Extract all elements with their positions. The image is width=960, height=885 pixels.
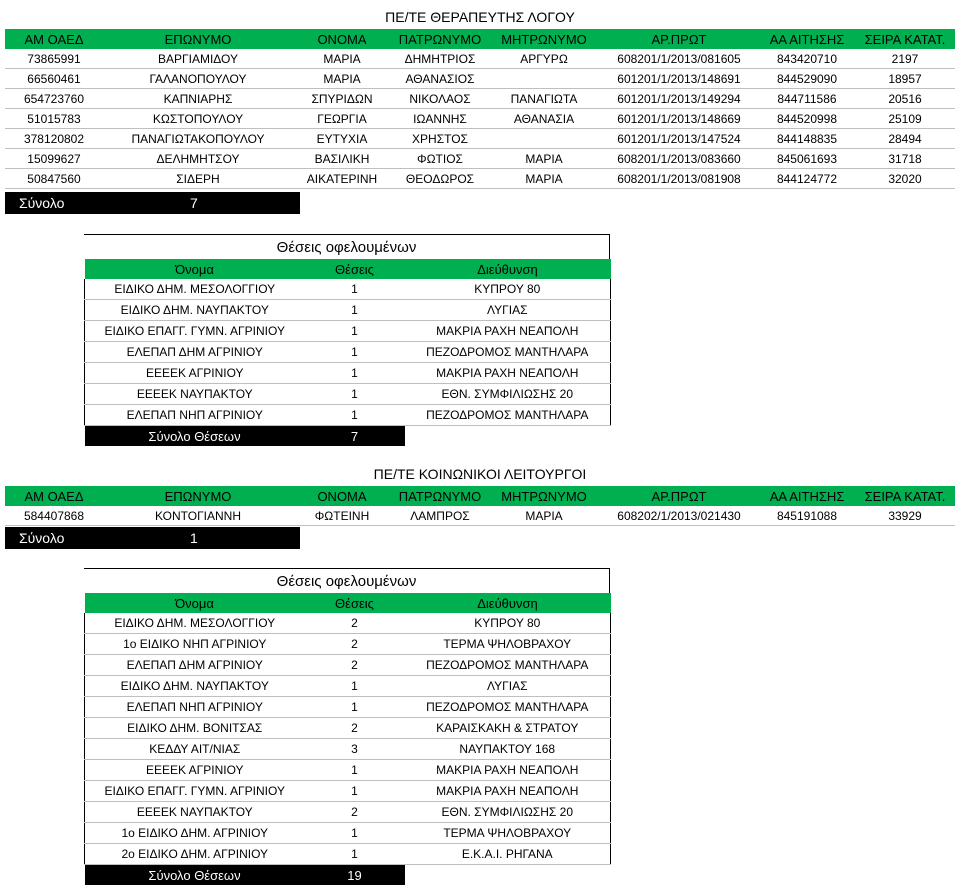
positions-total-label: Σύνολο Θέσεων bbox=[85, 865, 305, 885]
father-name-cell: ΝΙΚΟΛΑΟΣ bbox=[391, 89, 489, 109]
application-no-cell: 845191088 bbox=[759, 506, 855, 526]
position-count-cell: 1 bbox=[305, 405, 405, 426]
position-count-cell: 1 bbox=[305, 844, 405, 865]
father-name-cell: ΘΕΟΔΩΡΟΣ bbox=[391, 169, 489, 189]
mother-name-cell: ΜΑΡΙΑ bbox=[489, 149, 599, 169]
position-address-cell: ΚΑΡΑΙΣΚΑΚΗ & ΣΤΡΑΤΟΥ bbox=[405, 718, 611, 739]
rank-cell: 33929 bbox=[855, 506, 955, 526]
position-address-cell: ΛΥΓΙΑΣ bbox=[405, 676, 611, 697]
name-cell: ΜΑΡΙΑ bbox=[293, 69, 391, 89]
position-address-cell: ΛΥΓΙΑΣ bbox=[405, 300, 611, 321]
positions-row bbox=[85, 844, 611, 865]
positions-row bbox=[85, 279, 611, 300]
position-count-cell: 2 bbox=[305, 613, 405, 634]
table-header-row bbox=[5, 486, 955, 506]
col-protocol: ΑΡ.ΠΡΩΤ bbox=[599, 29, 759, 49]
table-row bbox=[5, 49, 955, 69]
positions-row bbox=[85, 739, 611, 760]
position-name-cell: ΕΛΕΠΑΠ ΔΗΜ ΑΓΡΙΝΙΟΥ bbox=[85, 342, 305, 363]
rank-cell: 2197 bbox=[855, 49, 955, 69]
table-row bbox=[5, 69, 955, 89]
position-name-cell: ΕΙΔΙΚΟ ΔΗΜ. ΜΕΣΟΛΟΓΓΙΟΥ bbox=[85, 279, 305, 300]
position-count-cell: 2 bbox=[305, 655, 405, 676]
position-name-cell: ΚΕΔΔΥ ΑΙΤ/ΝΙΑΣ bbox=[85, 739, 305, 760]
surname-cell: ΣΙΔΕΡΗ bbox=[103, 169, 293, 189]
application-no-cell: 844520998 bbox=[759, 109, 855, 129]
col-application-no: ΑΑ ΑΙΤΗΣΗΣ bbox=[759, 486, 855, 506]
col-name: ΟΝΟΜΑ bbox=[293, 486, 391, 506]
positions-row bbox=[85, 613, 611, 634]
mother-name-cell: ΜΑΡΙΑ bbox=[489, 169, 599, 189]
position-name-cell: ΕΕΕΕΚ ΑΓΡΙΝΙΟΥ bbox=[85, 363, 305, 384]
name-cell: ΕΥΤΥΧΙΑ bbox=[293, 129, 391, 149]
positions-heading: Θέσεις οφελουμένων bbox=[84, 568, 610, 593]
col-position-count: Θέσεις bbox=[305, 259, 405, 279]
surname-cell: ΚΟΝΤΟΓΙΑΝΝΗ bbox=[103, 506, 293, 526]
application-no-cell: 843420710 bbox=[759, 49, 855, 69]
position-address-cell: ΠΕΖΟΔΡΟΜΟΣ ΜΑΝΤΗΛΑΡΑ bbox=[405, 697, 611, 718]
position-address-cell: ΕΘΝ. ΣΥΜΦΙΛΙΩΣΗΣ 20 bbox=[405, 802, 611, 823]
surname-cell: ΚΑΠΝΙΑΡΗΣ bbox=[103, 89, 293, 109]
position-count-cell: 1 bbox=[305, 300, 405, 321]
positions-row bbox=[85, 384, 611, 405]
surname-cell: ΚΩΣΤΟΠΟΥΛΟΥ bbox=[103, 109, 293, 129]
position-address-cell: ΜΑΚΡΙΑ ΡΑΧΗ ΝΕΑΠΟΛΗ bbox=[405, 321, 611, 342]
col-position-name: Όνομα bbox=[85, 593, 305, 613]
position-name-cell: 1ο ΕΙΔΙΚΟ ΔΗΜ. ΑΓΡΙΝΙΟΥ bbox=[85, 823, 305, 844]
position-count-cell: 1 bbox=[305, 321, 405, 342]
position-count-cell: 1 bbox=[305, 342, 405, 363]
protocol-cell: 608201/1/2013/083660 bbox=[599, 149, 759, 169]
position-count-cell: 1 bbox=[305, 676, 405, 697]
col-am-oaed: ΑΜ ΟΑΕΔ bbox=[5, 29, 103, 49]
name-cell: ΓΕΩΡΓΙΑ bbox=[293, 109, 391, 129]
positions-row bbox=[85, 802, 611, 823]
col-surname: ΕΠΩΝΥΜΟ bbox=[103, 486, 293, 506]
application-no-cell: 844124772 bbox=[759, 169, 855, 189]
mother-name-cell: ΑΘΑΝΑΣΙΑ bbox=[489, 109, 599, 129]
positions-header-row bbox=[85, 593, 611, 613]
position-address-cell: ΚΥΠΡΟΥ 80 bbox=[405, 279, 611, 300]
positions-table bbox=[84, 593, 611, 885]
position-name-cell: ΕΙΔΙΚΟ ΔΗΜ. ΝΑΥΠΑΚΤΟΥ bbox=[85, 676, 305, 697]
positions-row bbox=[85, 634, 611, 655]
am-oaed-cell: 51015783 bbox=[5, 109, 103, 129]
position-address-cell: ΤΕΡΜΑ ΨΗΛΟΒΡΑΧΟΥ bbox=[405, 634, 611, 655]
mother-name-cell bbox=[489, 69, 599, 89]
col-position-name: Όνομα bbox=[85, 259, 305, 279]
rank-cell: 20516 bbox=[855, 89, 955, 109]
position-count-cell: 2 bbox=[305, 634, 405, 655]
position-address-cell: ΜΑΚΡΙΑ ΡΑΧΗ ΝΕΑΠΟΛΗ bbox=[405, 363, 611, 384]
application-no-cell: 844148835 bbox=[759, 129, 855, 149]
mother-name-cell: ΜΑΡΙΑ bbox=[489, 506, 599, 526]
protocol-cell: 608201/1/2013/081908 bbox=[599, 169, 759, 189]
total-value: 1 bbox=[190, 527, 198, 549]
table-row bbox=[5, 149, 955, 169]
position-name-cell: ΕΕΕΕΚ ΝΑΥΠΑΚΤΟΥ bbox=[85, 384, 305, 405]
am-oaed-cell: 654723760 bbox=[5, 89, 103, 109]
name-cell: ΜΑΡΙΑ bbox=[293, 49, 391, 69]
total-label: Σύνολο bbox=[19, 192, 64, 214]
section-title: ΠΕ/ΤΕ ΘΕΡΑΠΕΥΤΗΣ ΛΟΓΟΥ bbox=[0, 7, 960, 27]
am-oaed-cell: 378120802 bbox=[5, 129, 103, 149]
position-name-cell: ΕΙΔΙΚΟ ΕΠΑΓΓ. ΓΥΜΝ. ΑΓΡΙΝΙΟΥ bbox=[85, 781, 305, 802]
table-row bbox=[5, 169, 955, 189]
application-no-cell: 845061693 bbox=[759, 149, 855, 169]
mother-name-cell: ΠΑΝΑΓΙΩΤΑ bbox=[489, 89, 599, 109]
position-count-cell: 1 bbox=[305, 781, 405, 802]
positions-total-row bbox=[85, 865, 611, 885]
col-am-oaed: ΑΜ ΟΑΕΔ bbox=[5, 486, 103, 506]
position-name-cell: ΕΛΕΠΑΠ ΝΗΠ ΑΓΡΙΝΙΟΥ bbox=[85, 405, 305, 426]
col-application-no: ΑΑ ΑΙΤΗΣΗΣ bbox=[759, 29, 855, 49]
position-name-cell: ΕΕΕΕΚ ΝΑΥΠΑΚΤΟΥ bbox=[85, 802, 305, 823]
position-name-cell: ΕΙΔΙΚΟ ΕΠΑΓΓ. ΓΥΜΝ. ΑΓΡΙΝΙΟΥ bbox=[85, 321, 305, 342]
col-surname: ΕΠΩΝΥΜΟ bbox=[103, 29, 293, 49]
section-title: ΠΕ/ΤΕ ΚΟΙΝΩΝΙΚΟΙ ΛΕΙΤΟΥΡΓΟΙ bbox=[0, 464, 960, 484]
applicants-table bbox=[5, 29, 955, 189]
col-position-address: Διεύθυνση bbox=[405, 593, 611, 613]
position-name-cell: ΕΛΕΠΑΠ ΝΗΠ ΑΓΡΙΝΙΟΥ bbox=[85, 697, 305, 718]
am-oaed-cell: 66560461 bbox=[5, 69, 103, 89]
position-address-cell: ΕΘΝ. ΣΥΜΦΙΛΙΩΣΗΣ 20 bbox=[405, 384, 611, 405]
col-father-name: ΠΑΤΡΩΝΥΜΟ bbox=[391, 29, 489, 49]
total-box bbox=[5, 527, 300, 549]
positions-row bbox=[85, 300, 611, 321]
col-position-address: Διεύθυνση bbox=[405, 259, 611, 279]
father-name-cell: ΦΩΤΙΟΣ bbox=[391, 149, 489, 169]
am-oaed-cell: 50847560 bbox=[5, 169, 103, 189]
protocol-cell: 608201/1/2013/081605 bbox=[599, 49, 759, 69]
position-name-cell: 1ο ΕΙΔΙΚΟ ΝΗΠ ΑΓΡΙΝΙΟΥ bbox=[85, 634, 305, 655]
col-mother-name: ΜΗΤΡΩΝΥΜΟ bbox=[489, 486, 599, 506]
name-cell: ΦΩΤΕΙΝΗ bbox=[293, 506, 391, 526]
positions-total-label: Σύνολο Θέσεων bbox=[85, 426, 305, 447]
father-name-cell: ΛΑΜΠΡΟΣ bbox=[391, 506, 489, 526]
name-cell: ΒΑΣΙΛΙΚΗ bbox=[293, 149, 391, 169]
positions-row bbox=[85, 342, 611, 363]
position-count-cell: 1 bbox=[305, 384, 405, 405]
positions-row bbox=[85, 718, 611, 739]
rank-cell: 25109 bbox=[855, 109, 955, 129]
surname-cell: ΓΑΛΑΝΟΠΟΥΛΟΥ bbox=[103, 69, 293, 89]
table-row bbox=[5, 89, 955, 109]
mother-name-cell: ΑΡΓΥΡΩ bbox=[489, 49, 599, 69]
position-count-cell: 2 bbox=[305, 802, 405, 823]
protocol-cell: 601201/1/2013/148691 bbox=[599, 69, 759, 89]
position-name-cell: ΕΛΕΠΑΠ ΔΗΜ ΑΓΡΙΝΙΟΥ bbox=[85, 655, 305, 676]
positions-block bbox=[84, 568, 610, 885]
positions-total-row bbox=[85, 426, 611, 447]
positions-total-spacer bbox=[405, 865, 611, 885]
positions-table bbox=[84, 259, 611, 446]
application-no-cell: 844711586 bbox=[759, 89, 855, 109]
mother-name-cell bbox=[489, 129, 599, 149]
rank-cell: 18957 bbox=[855, 69, 955, 89]
father-name-cell: ΙΩΑΝΝΗΣ bbox=[391, 109, 489, 129]
positions-row bbox=[85, 363, 611, 384]
rank-cell: 32020 bbox=[855, 169, 955, 189]
protocol-cell: 601201/1/2013/148669 bbox=[599, 109, 759, 129]
position-address-cell: ΜΑΚΡΙΑ ΡΑΧΗ ΝΕΑΠΟΛΗ bbox=[405, 760, 611, 781]
col-protocol: ΑΡ.ΠΡΩΤ bbox=[599, 486, 759, 506]
position-address-cell: ΠΕΖΟΔΡΟΜΟΣ ΜΑΝΤΗΛΑΡΑ bbox=[405, 655, 611, 676]
positions-row bbox=[85, 781, 611, 802]
positions-block bbox=[84, 234, 610, 446]
am-oaed-cell: 15099627 bbox=[5, 149, 103, 169]
position-count-cell: 1 bbox=[305, 697, 405, 718]
position-name-cell: ΕΙΔΙΚΟ ΔΗΜ. ΒΟΝΙΤΣΑΣ bbox=[85, 718, 305, 739]
table-row bbox=[5, 129, 955, 149]
positions-row bbox=[85, 655, 611, 676]
col-name: ΟΝΟΜΑ bbox=[293, 29, 391, 49]
table-row bbox=[5, 506, 955, 526]
col-mother-name: ΜΗΤΡΩΝΥΜΟ bbox=[489, 29, 599, 49]
application-no-cell: 844529090 bbox=[759, 69, 855, 89]
position-count-cell: 2 bbox=[305, 718, 405, 739]
applicants-table bbox=[5, 486, 955, 526]
positions-row bbox=[85, 697, 611, 718]
total-box bbox=[5, 192, 300, 214]
position-address-cell: ΤΕΡΜΑ ΨΗΛΟΒΡΑΧΟΥ bbox=[405, 823, 611, 844]
rank-cell: 28494 bbox=[855, 129, 955, 149]
protocol-cell: 601201/1/2013/147524 bbox=[599, 129, 759, 149]
protocol-cell: 608202/1/2013/021430 bbox=[599, 506, 759, 526]
position-name-cell: ΕΙΔΙΚΟ ΔΗΜ. ΝΑΥΠΑΚΤΟΥ bbox=[85, 300, 305, 321]
rank-cell: 31718 bbox=[855, 149, 955, 169]
positions-total-spacer bbox=[405, 426, 611, 447]
positions-row bbox=[85, 405, 611, 426]
position-address-cell: Ε.Κ.Α.Ι. ΡΗΓΑΝΑ bbox=[405, 844, 611, 865]
position-count-cell: 3 bbox=[305, 739, 405, 760]
position-count-cell: 1 bbox=[305, 823, 405, 844]
col-position-count: Θέσεις bbox=[305, 593, 405, 613]
father-name-cell: ΔΗΜΗΤΡΙΟΣ bbox=[391, 49, 489, 69]
name-cell: ΣΠΥΡΙΔΩΝ bbox=[293, 89, 391, 109]
positions-row bbox=[85, 823, 611, 844]
position-address-cell: ΠΕΖΟΔΡΟΜΟΣ ΜΑΝΤΗΛΑΡΑ bbox=[405, 342, 611, 363]
col-rank: ΣΕΙΡΑ ΚΑΤΑΤ. bbox=[855, 486, 955, 506]
am-oaed-cell: 584407868 bbox=[5, 506, 103, 526]
position-address-cell: ΚΥΠΡΟΥ 80 bbox=[405, 613, 611, 634]
surname-cell: ΠΑΝΑΓΙΩΤΑΚΟΠΟΥΛΟΥ bbox=[103, 129, 293, 149]
table-header-row bbox=[5, 29, 955, 49]
position-count-cell: 1 bbox=[305, 760, 405, 781]
total-label: Σύνολο bbox=[19, 527, 64, 549]
positions-row bbox=[85, 321, 611, 342]
positions-total-value: 19 bbox=[305, 865, 405, 885]
col-rank: ΣΕΙΡΑ ΚΑΤΑΤ. bbox=[855, 29, 955, 49]
positions-total-value: 7 bbox=[305, 426, 405, 447]
position-name-cell: 2ο ΕΙΔΙΚΟ ΔΗΜ. ΑΓΡΙΝΙΟΥ bbox=[85, 844, 305, 865]
name-cell: ΑΙΚΑΤΕΡΙΝΗ bbox=[293, 169, 391, 189]
surname-cell: ΒΑΡΓΙΑΜΙΔΟΥ bbox=[103, 49, 293, 69]
surname-cell: ΔΕΛΗΜΗΤΣΟΥ bbox=[103, 149, 293, 169]
position-name-cell: ΕΕΕΕΚ ΑΓΡΙΝΙΟΥ bbox=[85, 760, 305, 781]
position-address-cell: ΜΑΚΡΙΑ ΡΑΧΗ ΝΕΑΠΟΛΗ bbox=[405, 781, 611, 802]
position-name-cell: ΕΙΔΙΚΟ ΔΗΜ. ΜΕΣΟΛΟΓΓΙΟΥ bbox=[85, 613, 305, 634]
am-oaed-cell: 73865991 bbox=[5, 49, 103, 69]
col-father-name: ΠΑΤΡΩΝΥΜΟ bbox=[391, 486, 489, 506]
position-address-cell: ΝΑΥΠΑΚΤΟΥ 168 bbox=[405, 739, 611, 760]
positions-row bbox=[85, 760, 611, 781]
position-count-cell: 1 bbox=[305, 279, 405, 300]
father-name-cell: ΑΘΑΝΑΣΙΟΣ bbox=[391, 69, 489, 89]
positions-row bbox=[85, 676, 611, 697]
positions-header-row bbox=[85, 259, 611, 279]
total-value: 7 bbox=[190, 192, 198, 214]
position-count-cell: 1 bbox=[305, 363, 405, 384]
father-name-cell: ΧΡΗΣΤΟΣ bbox=[391, 129, 489, 149]
protocol-cell: 601201/1/2013/149294 bbox=[599, 89, 759, 109]
positions-heading: Θέσεις οφελουμένων bbox=[84, 234, 610, 259]
table-row bbox=[5, 109, 955, 129]
position-address-cell: ΠΕΖΟΔΡΟΜΟΣ ΜΑΝΤΗΛΑΡΑ bbox=[405, 405, 611, 426]
